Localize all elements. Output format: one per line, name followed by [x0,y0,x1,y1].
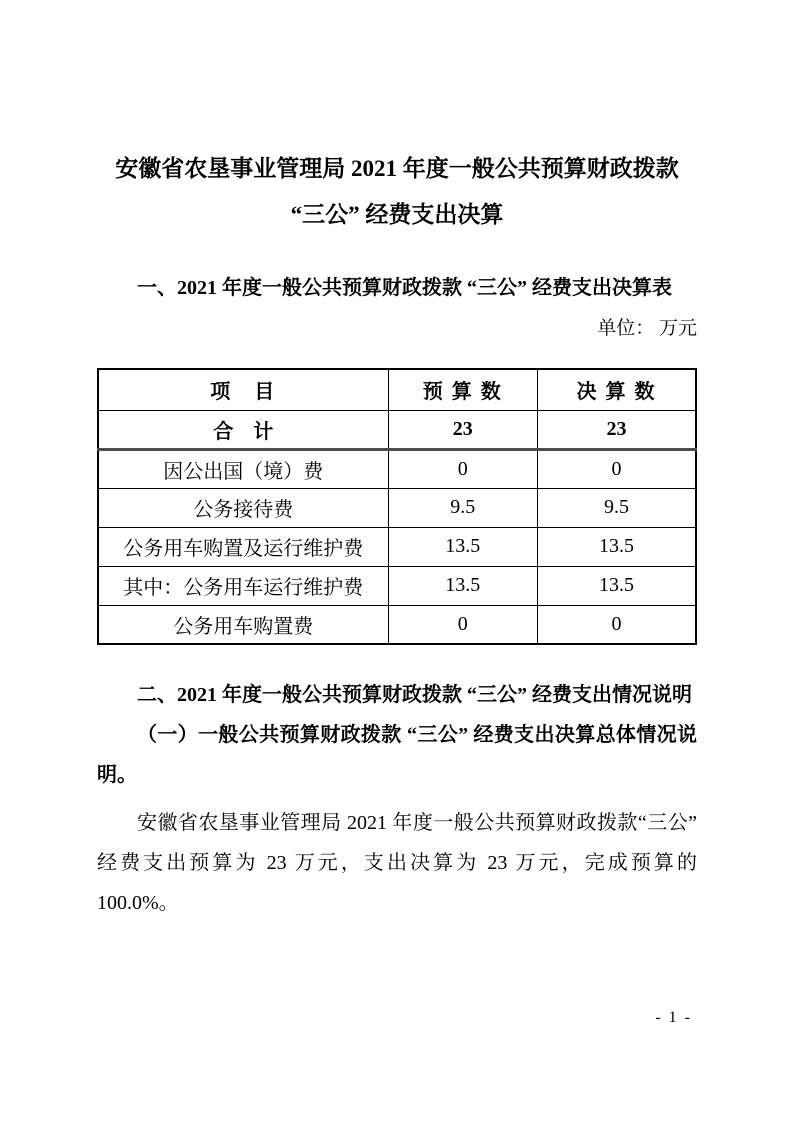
table-header-row [98,369,696,410]
row-final-value: 23 [538,410,696,449]
row-final-value: 0 [538,605,696,644]
row-budget-value: 13.5 [388,527,538,566]
table-row-vehicle-operation-expense [98,566,696,605]
row-final-value: 0 [538,449,696,488]
row-final-value: 13.5 [538,527,696,566]
row-item-label: 公务用车购置及运行维护费 [98,527,388,566]
row-item-label: 因公出国（境）费 [98,449,388,488]
col-header-budget: 预 算 数 [388,369,538,410]
page-number: - 1 - [655,1009,692,1026]
table-row-reception-expense [98,488,696,527]
section2-heading: 二、2021 年度一般公共预算财政拨款 “三公” 经费支出情况说明 [137,684,692,706]
table-row-total [98,410,696,449]
row-item-label: 其中：公务用车运行维护费 [98,566,388,605]
row-budget-value: 0 [388,605,538,644]
row-budget-value: 13.5 [388,566,538,605]
row-budget-value: 23 [388,410,538,449]
unit-label: 单位： 万元 [597,318,697,339]
row-budget-value: 9.5 [388,488,538,527]
row-budget-value: 0 [388,449,538,488]
row-item-label: 合 计 [98,410,388,449]
document-title [97,146,697,238]
section1-heading: 一、2021 年度一般公共预算财政拨款 “三公” 经费支出决算表 [137,277,672,299]
row-item-label: 公务接待费 [98,488,388,527]
row-final-value: 9.5 [538,488,696,527]
row-item-label: 公务用车购置费 [98,605,388,644]
document-title-line-2: “三公” 经费支出决算 [290,202,504,227]
table-row-vehicle-total-expense [98,527,696,566]
table-row-vehicle-purchase-expense [98,605,696,644]
section2-paragraph: 安徽省农垦事业管理局 2021 年度一般公共预算财政拨款“三公” 经费支出预算为 23 万元，支出决算为 23 万元，完成预算的 100.0%。 [97,812,697,914]
document-title-line-1: 安徽省农垦事业管理局 2021 年度一般公共预算财政拨款 [115,156,679,181]
section2-sub-heading: （一）一般公共预算财政拨款 “三公” 经费支出决算总体情况说明。 [97,724,697,786]
three-public-expense-table [97,368,697,645]
table-row-abroad-expense [98,449,696,488]
col-header-item: 项 目 [98,369,388,410]
col-header-final: 决 算 数 [538,369,696,410]
row-final-value: 13.5 [538,566,696,605]
